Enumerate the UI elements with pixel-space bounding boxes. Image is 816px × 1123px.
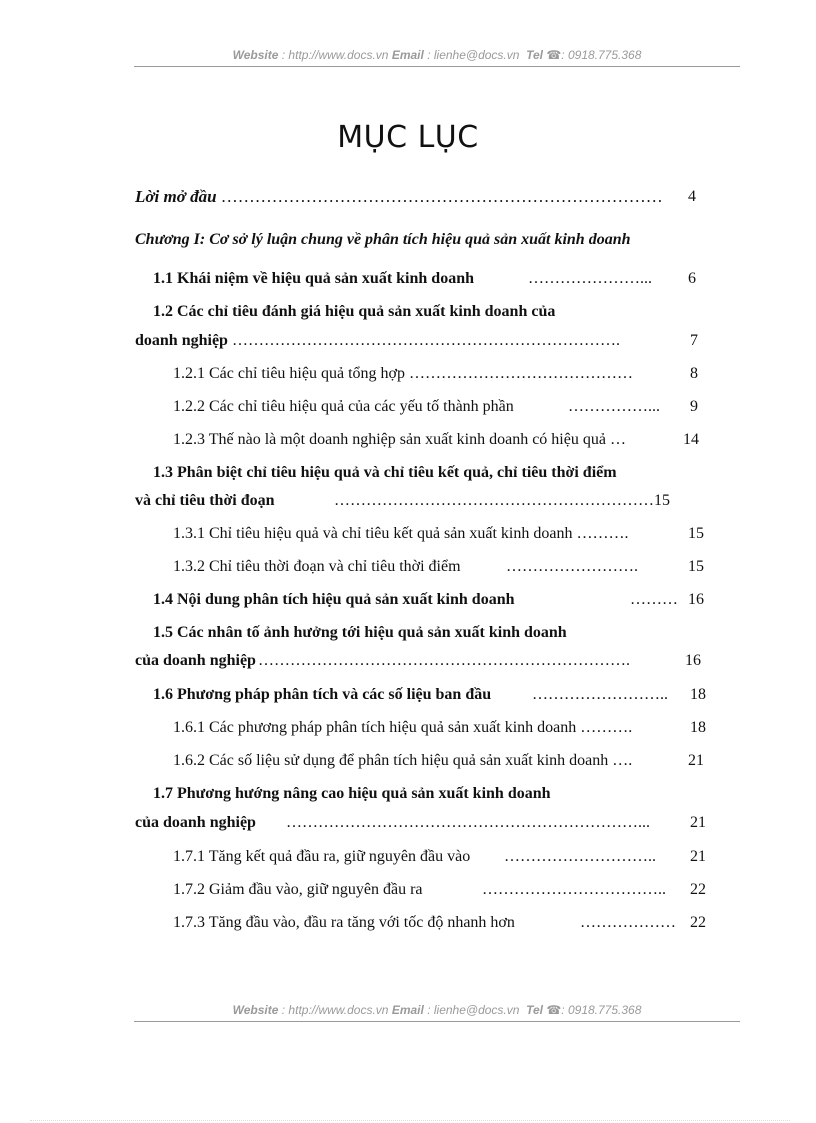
toc-section-1-3-cont[interactable]: và chỉ tiêu thời đoạn bbox=[135, 492, 275, 509]
toc-section-1-5-cont[interactable]: của doanh nghiệp bbox=[135, 652, 256, 669]
toc-section-1-4[interactable]: 1.4 Nội dung phân tích hiệu quả sản xuất kinh doanh bbox=[153, 591, 515, 608]
footer-email-label: Email bbox=[391, 1003, 424, 1017]
toc-leader: ……………………………………………………15 bbox=[334, 492, 670, 509]
toc-chapter-1[interactable]: Chương I: Cơ sở lý luận chung về phân tích hiệu quả sản xuất kinh doanh bbox=[135, 231, 631, 248]
toc-subsection-1-6-2[interactable]: 1.6.2 Các số liệu sử dụng để phân tích hiệu quả sản xuất kinh doanh …. bbox=[173, 752, 633, 769]
header-email[interactable]: : lienhe@docs.vn bbox=[427, 48, 520, 62]
toc-subsection-1-2-2[interactable]: 1.2.2 Các chỉ tiêu hiệu quả của các yếu tố thành phần bbox=[173, 398, 514, 415]
toc-page-number: 6 bbox=[688, 270, 696, 287]
toc-section-1-2[interactable]: 1.2 Các chỉ tiêu đánh giá hiệu quả sản xuất kinh doanh của bbox=[153, 303, 556, 320]
toc-leader: ……………... bbox=[568, 398, 660, 415]
page-title: MỤC LỤC bbox=[337, 120, 479, 155]
toc-subsection-1-3-1[interactable]: 1.3.1 Chỉ tiêu hiệu quả và chỉ tiêu kết quả sản xuất kinh doanh ………. bbox=[173, 525, 629, 542]
toc-leader: ……………………………………………………………. bbox=[258, 652, 630, 669]
toc-section-1-7-cont[interactable]: của doanh nghiệp bbox=[135, 814, 256, 831]
page-edge-divider bbox=[30, 1120, 790, 1121]
toc-subsection-1-2-3[interactable]: 1.2.3 Thế nào là một doanh nghiệp sản xuất kinh doanh có hiệu quả … bbox=[173, 431, 626, 448]
header-website-label: Website bbox=[232, 48, 279, 62]
toc-leader: ………………………………………………………………. bbox=[231, 332, 620, 349]
page-footer bbox=[134, 1003, 740, 1017]
toc-subsection-1-7-2[interactable]: 1.7.2 Giảm đầu vào, giữ nguyên đầu ra bbox=[173, 881, 423, 898]
toc-section-1-2-cont[interactable] bbox=[135, 331, 620, 351]
phone-icon: ☎ bbox=[546, 48, 562, 62]
header-rule bbox=[134, 66, 740, 67]
toc-leader: ……………………. bbox=[506, 558, 638, 575]
phone-icon: ☎ bbox=[546, 1003, 562, 1017]
toc-subsection-1-7-3[interactable]: 1.7.3 Tăng đầu vào, đầu ra tăng với tốc độ nhanh hơn bbox=[173, 914, 515, 931]
toc-page-number: 15 bbox=[688, 558, 704, 575]
header-website-url[interactable]: : http://www.docs.vn bbox=[281, 48, 389, 62]
toc-section-label: doanh nghiệp bbox=[135, 332, 228, 349]
toc-page-number: 15 bbox=[688, 525, 704, 542]
page-header bbox=[134, 48, 740, 62]
toc-page-number: 21 bbox=[690, 848, 706, 865]
toc-leader: …………………….. bbox=[532, 686, 668, 703]
toc-page-number: 16 bbox=[685, 652, 701, 669]
header-tel: : 0918.775.368 bbox=[561, 48, 642, 62]
toc-leader: …………………………………… bbox=[408, 365, 633, 382]
header-email-label: Email bbox=[391, 48, 424, 62]
toc-page-number: 4 bbox=[688, 188, 696, 205]
toc-page-number: 21 bbox=[688, 752, 704, 769]
toc-page-number: 8 bbox=[690, 365, 698, 382]
toc-page-number: 14 bbox=[683, 431, 699, 448]
toc-section-1-6[interactable]: 1.6 Phương pháp phân tích và các số liệu ban đầu bbox=[153, 686, 492, 703]
toc-subsection-1-2-1[interactable] bbox=[173, 364, 633, 384]
toc-leader: …………………………………………………………………… bbox=[220, 187, 663, 206]
toc-section-1-5[interactable]: 1.5 Các nhân tố ảnh hưởng tới hiệu quả sản xuất kinh doanh bbox=[153, 624, 567, 641]
toc-page-number: 22 bbox=[690, 881, 706, 898]
toc-subsection-1-3-2[interactable]: 1.3.2 Chỉ tiêu thời đoạn và chỉ tiêu thời điểm bbox=[173, 558, 461, 575]
toc-page-number: 21 bbox=[690, 814, 706, 831]
toc-leader: ……………………….. bbox=[504, 848, 656, 865]
toc-section-1-7[interactable]: 1.7 Phương hướng nâng cao hiệu quả sản xuất kinh doanh bbox=[153, 785, 551, 802]
toc-page-number: 7 bbox=[690, 332, 698, 349]
footer-website-url[interactable]: : http://www.docs.vn bbox=[281, 1003, 389, 1017]
toc-page-number: 22 bbox=[690, 914, 706, 931]
toc-leader: ……… bbox=[630, 591, 678, 608]
toc-page-number: 18 bbox=[690, 686, 706, 703]
footer-website-label: Website bbox=[232, 1003, 279, 1017]
toc-page-number: 18 bbox=[690, 719, 706, 736]
toc-section-1-1[interactable] bbox=[153, 269, 474, 289]
footer-rule bbox=[134, 1021, 740, 1022]
toc-section-label: 1.1 Khái niệm về hiệu quả sản xuất kinh doanh bbox=[153, 270, 474, 287]
toc-intro[interactable] bbox=[135, 187, 663, 207]
footer-tel-label: Tel bbox=[526, 1003, 543, 1017]
toc-leader: …………………………….. bbox=[482, 881, 666, 898]
toc-page-number: 16 bbox=[688, 591, 704, 608]
toc-intro-label: Lời mở đầu bbox=[135, 187, 217, 206]
header-tel-label: Tel bbox=[526, 48, 543, 62]
footer-tel: : 0918.775.368 bbox=[561, 1003, 642, 1017]
toc-leader: …………………………………………………………... bbox=[286, 814, 650, 831]
toc-leader: …………………... bbox=[528, 270, 652, 287]
toc-page-number: 9 bbox=[690, 398, 698, 415]
toc-subsection-1-6-1[interactable]: 1.6.1 Các phương pháp phân tích hiệu quả sản xuất kinh doanh ………. bbox=[173, 719, 633, 736]
toc-section-1-3[interactable]: 1.3 Phân biệt chỉ tiêu hiệu quả và chỉ tiêu kết quả, chỉ tiêu thời điểm bbox=[153, 464, 617, 481]
toc-leader: ……………… bbox=[580, 914, 676, 931]
toc-subsection-label: 1.2.1 Các chỉ tiêu hiệu quả tổng hợp bbox=[173, 365, 405, 382]
toc-subsection-1-7-1[interactable]: 1.7.1 Tăng kết quả đầu ra, giữ nguyên đầu vào bbox=[173, 848, 471, 865]
footer-email[interactable]: : lienhe@docs.vn bbox=[427, 1003, 520, 1017]
